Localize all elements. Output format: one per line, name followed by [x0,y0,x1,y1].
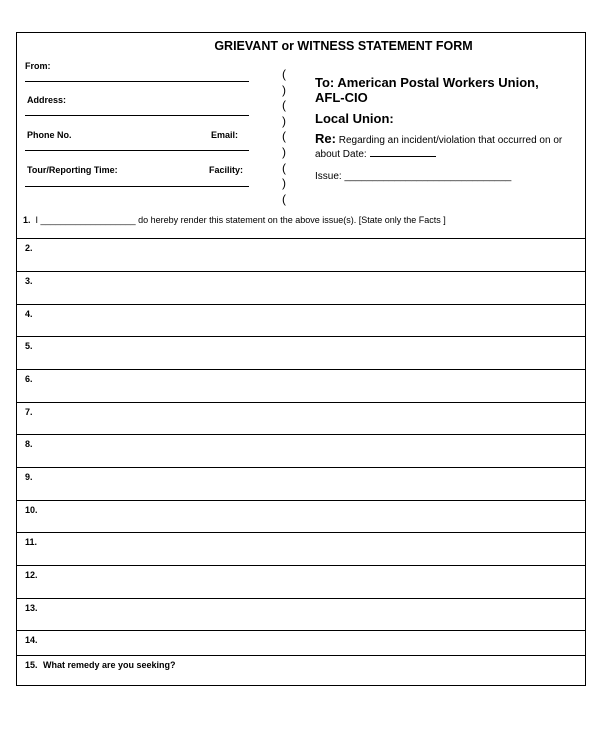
tour-label: Tour/Reporting Time: [27,165,118,175]
to-line-1: To: American Postal Workers Union, [315,75,539,90]
from-line[interactable] [25,81,249,82]
paren: ( [282,67,286,81]
issue-label: Issue: [315,171,342,182]
row-number: 4. [25,309,33,319]
to-line-2: AFL-CIO [315,90,368,105]
paren: ( [282,160,286,175]
statement-row[interactable] [17,402,585,434]
address-label: Address: [27,95,67,105]
issue-blank[interactable]: ______________________________ [344,171,512,182]
row-number: 15. [25,660,38,670]
row-number: 9. [25,472,33,482]
statement-row[interactable] [17,434,585,467]
email-label: Email: [211,130,239,140]
statement-row[interactable] [17,238,585,271]
phone-email-line[interactable] [25,150,249,151]
row-number: 6. [25,374,33,384]
paren: ) [282,113,286,128]
to-address [315,75,539,105]
address-line[interactable] [25,115,249,116]
item-1-text: I ___________________ do hereby render this statement on the above issue(s). [State only the Facts ] [35,215,446,225]
phone-label: Phone No. [27,130,72,140]
local-union-label: Local Union: [315,111,394,126]
paren-column [279,67,289,207]
row-number: 12. [25,570,38,580]
statement-row[interactable] [17,369,585,402]
paren: ( [282,129,286,144]
remedy-row[interactable] [17,655,585,687]
row-number: 2. [25,243,33,253]
statement-row[interactable] [17,598,585,630]
row-number: 10. [25,505,38,515]
paren: ) [282,176,286,191]
statement-item-1 [23,215,446,225]
from-label: From: [25,61,51,71]
row-number: 8. [25,439,33,449]
form-title: GRIEVANT or WITNESS STATEMENT FORM [214,39,473,53]
statement-row[interactable] [17,500,585,532]
paren: ) [282,82,286,97]
statement-row[interactable] [17,271,585,304]
statement-form [16,32,586,686]
row-number: 11. [25,537,38,547]
remedy-question: What remedy are you seeking? [43,660,176,670]
row-number: 14. [25,635,38,645]
statement-row[interactable] [17,467,585,500]
facility-label: Facility: [209,165,244,175]
item-number: 1. [23,215,31,225]
row-number: 5. [25,341,33,351]
re-text: Regarding an incident/violation that occurred on or about Date: [315,135,563,160]
statement-row[interactable] [17,304,585,336]
statement-row[interactable] [17,532,585,565]
issue-row [315,171,511,182]
paren: ) [282,144,286,159]
statement-row[interactable] [17,336,585,369]
row-number: 3. [25,276,33,286]
paren: ( [282,98,286,113]
statement-row[interactable] [17,565,585,598]
date-blank[interactable] [370,148,436,157]
row-number: 7. [25,407,33,417]
row-number: 13. [25,603,38,613]
tour-facility-line[interactable] [25,186,249,187]
paren: ( [282,191,286,206]
re-block [315,132,575,162]
re-label: Re: [315,131,336,146]
